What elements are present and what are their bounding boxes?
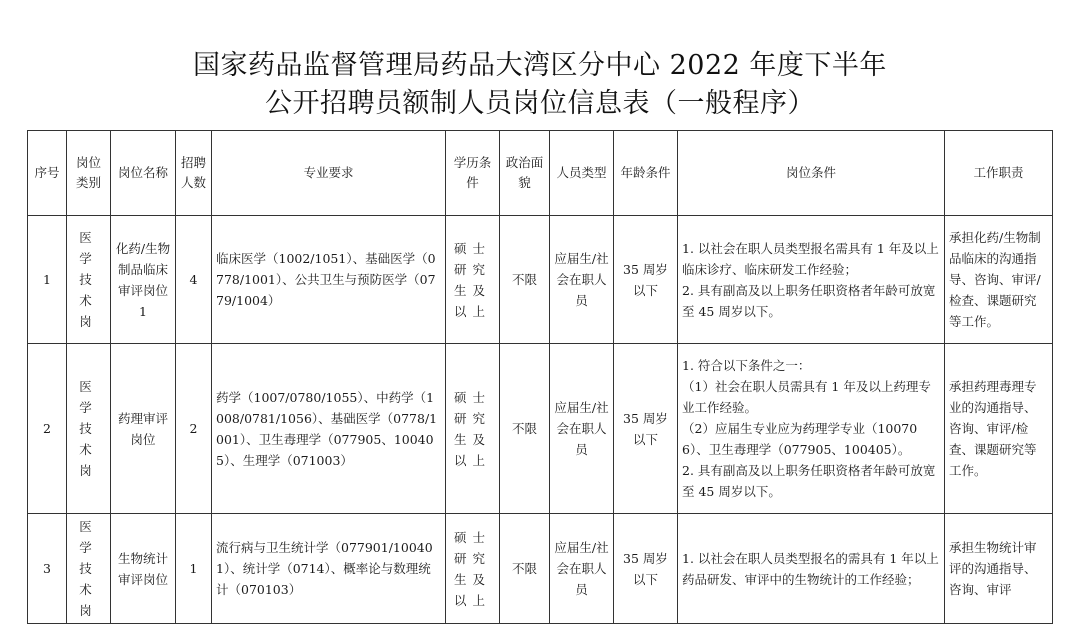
header-seq: 序号 (28, 131, 67, 216)
cell-type: 医学技术岗 (67, 514, 111, 624)
table-row (28, 344, 1053, 514)
page-title-line1: 国家药品监督管理局药品大湾区分中心 2022 年度下半年 (193, 50, 887, 81)
cell-count: 2 (176, 344, 212, 514)
table-header-row (28, 131, 1053, 216)
cell-cond (678, 344, 945, 514)
cell-name: 化药/生物制品临床审评岗位1 (111, 216, 176, 344)
cell-name: 生物统计审评岗位 (111, 514, 176, 624)
cell-seq: 3 (28, 514, 67, 624)
cell-duty: 承担药理毒理专业的沟通指导、咨询、审评/检查、课题研究等工作。 (945, 344, 1053, 514)
positions-table (27, 130, 1053, 624)
cell-person: 应届生/社会在职人员 (550, 344, 614, 514)
header-count: 招聘人数 (176, 131, 212, 216)
cell-person: 应届生/社会在职人员 (550, 514, 614, 624)
header-edu: 学历条件 (446, 131, 500, 216)
cell-duty: 承担生物统计审评的沟通指导、咨询、审评 (945, 514, 1053, 624)
cell-type: 医学技术岗 (67, 216, 111, 344)
cell-age: 35 周岁以下 (614, 216, 678, 344)
cell-cond (678, 216, 945, 344)
header-person: 人员类型 (550, 131, 614, 216)
header-type: 岗位类别 (67, 131, 111, 216)
cond-line: （2）应届生专业应为药理学专业（100706）、卫生毒理学（077905、100405）。 (682, 421, 918, 457)
page-title-line2: 公开招聘员额制人员岗位信息表（一般程序） (265, 88, 815, 119)
cond-line: 2. 具有副高及以上职务任职资格者年龄可放宽至 45 周岁以下。 (682, 282, 936, 319)
header-major: 专业要求 (212, 131, 446, 216)
header-duty: 工作职责 (945, 131, 1053, 216)
cond-line: （1）社会在职人员需具有 1 年及以上药理专业工作经验。 (682, 379, 931, 415)
header-cond: 岗位条件 (678, 131, 945, 216)
table-row (28, 514, 1053, 624)
header-name: 岗位名称 (111, 131, 176, 216)
cond-line: 1. 符合以下条件之一： (682, 358, 811, 373)
cell-edu: 硕士研究生及以上 (446, 514, 500, 624)
cell-type: 医学技术岗 (67, 344, 111, 514)
cond-line: 1. 以社会在职人员类型报名需具有 1 年及以上临床诊疗、临床研发工作经验； (682, 240, 939, 277)
header-politics: 政治面貌 (500, 131, 550, 216)
cell-major: 临床医学（1002/1051）、基础医学（0778/1001）、公共卫生与预防医学（0779/1004） (212, 216, 446, 344)
cell-politics: 不限 (500, 216, 550, 344)
cell-politics: 不限 (500, 514, 550, 624)
cell-major: 流行病与卫生统计学（077901/100401）、统计学（0714）、概率论与数理统计（070103） (212, 514, 446, 624)
cell-seq: 1 (28, 216, 67, 344)
cell-age: 35 周岁以下 (614, 514, 678, 624)
cell-cond (678, 514, 945, 624)
cell-seq: 2 (28, 344, 67, 514)
cell-count: 4 (176, 216, 212, 344)
cell-major: 药学（1007/0780/1055）、中药学（1008/0781/1056）、基础医学（0778/1001）、卫生毒理学（077905、100405）、生理学（071003） (212, 344, 446, 514)
cell-person: 应届生/社会在职人员 (550, 216, 614, 344)
cell-count: 1 (176, 514, 212, 624)
cell-age: 35 周岁以下 (614, 344, 678, 514)
cond-line: 2. 具有副高及以上职务任职资格者年龄可放宽至 45 周岁以下。 (682, 463, 936, 499)
cell-duty: 承担化药/生物制品临床的沟通指导、咨询、审评/检查、课题研究等工作。 (945, 216, 1053, 344)
table-row (28, 216, 1053, 344)
header-age: 年龄条件 (614, 131, 678, 216)
cond-line: 1. 以社会在职人员类型报名的需具有 1 年以上药品研发、审评中的生物统计的工作经验； (682, 550, 939, 587)
cell-politics: 不限 (500, 344, 550, 514)
cell-edu: 硕士研究生及以上 (446, 216, 500, 344)
cell-edu: 硕士研究生及以上 (446, 344, 500, 514)
cell-name: 药理审评岗位 (111, 344, 176, 514)
